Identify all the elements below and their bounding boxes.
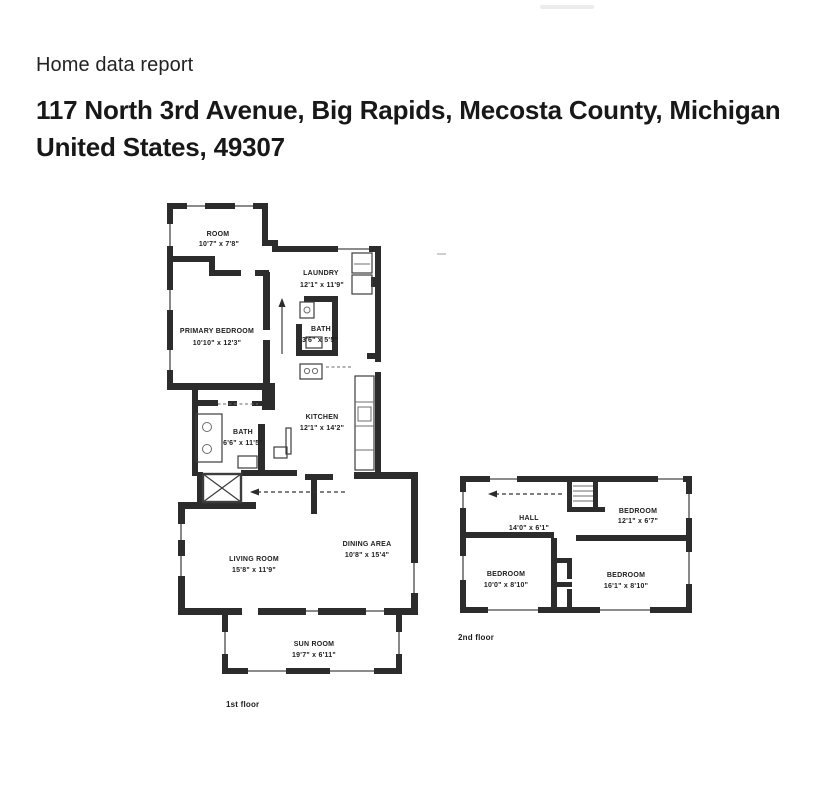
report-title: Home data report — [36, 54, 194, 76]
room-dims: 10'8" x 15'4" — [344, 552, 390, 559]
room-dims: 12'1" x 6'7" — [617, 518, 659, 525]
room-label: PRIMARY BEDROOM — [179, 328, 255, 335]
address-line-1: 117 North 3rd Avenue, Big Rapids, Mecosta County, Michigan — [36, 95, 781, 125]
room-label: SUN ROOM — [293, 641, 335, 648]
second-floor-plan — [458, 476, 692, 642]
address-line-2: United States, 49307 — [36, 132, 285, 162]
room-dims: 10'10" x 12'3" — [192, 340, 242, 347]
room-label: LIVING ROOM — [229, 556, 279, 563]
second-floor-fixtures — [488, 486, 593, 501]
room-label: LAUNDRY — [303, 270, 339, 277]
room-label: BEDROOM — [618, 508, 658, 515]
second-floor-caption: 2nd floor — [458, 633, 495, 642]
room-dims: 15'8" x 11'9" — [232, 567, 276, 574]
room-dims: 6'6" x 11'5" — [223, 440, 263, 447]
room-label: BEDROOM — [606, 572, 646, 579]
room-label: KITCHEN — [305, 414, 339, 421]
room-label: BEDROOM — [486, 571, 526, 578]
room-dims: 14'0" x 6'1" — [508, 525, 550, 532]
room-label: ROOM — [206, 231, 230, 238]
room-dims: 10'7" x 7'8" — [198, 241, 240, 248]
first-floor-caption: 1st floor — [226, 700, 260, 709]
room-label: BATH — [311, 326, 331, 333]
room-dims: 10'0" x 8'10" — [483, 582, 529, 589]
room-dims: 12'1" x 14'2" — [299, 425, 345, 432]
room-label: BATH — [233, 429, 253, 436]
room-label: HALL — [519, 515, 539, 522]
first-floor-walls — [167, 203, 418, 674]
room-dims: 3'6" x 5'5" — [301, 337, 339, 344]
first-floor-fixtures — [196, 253, 374, 502]
room-dims: 19'7" x 6'11" — [292, 652, 336, 659]
room-dims: 16'1" x 8'10" — [603, 583, 649, 590]
first-floor-plan — [167, 203, 418, 709]
room-label: DINING AREA — [342, 541, 392, 548]
room-dims: 12'1" x 11'9" — [300, 282, 344, 289]
second-floor-labels — [458, 508, 658, 642]
